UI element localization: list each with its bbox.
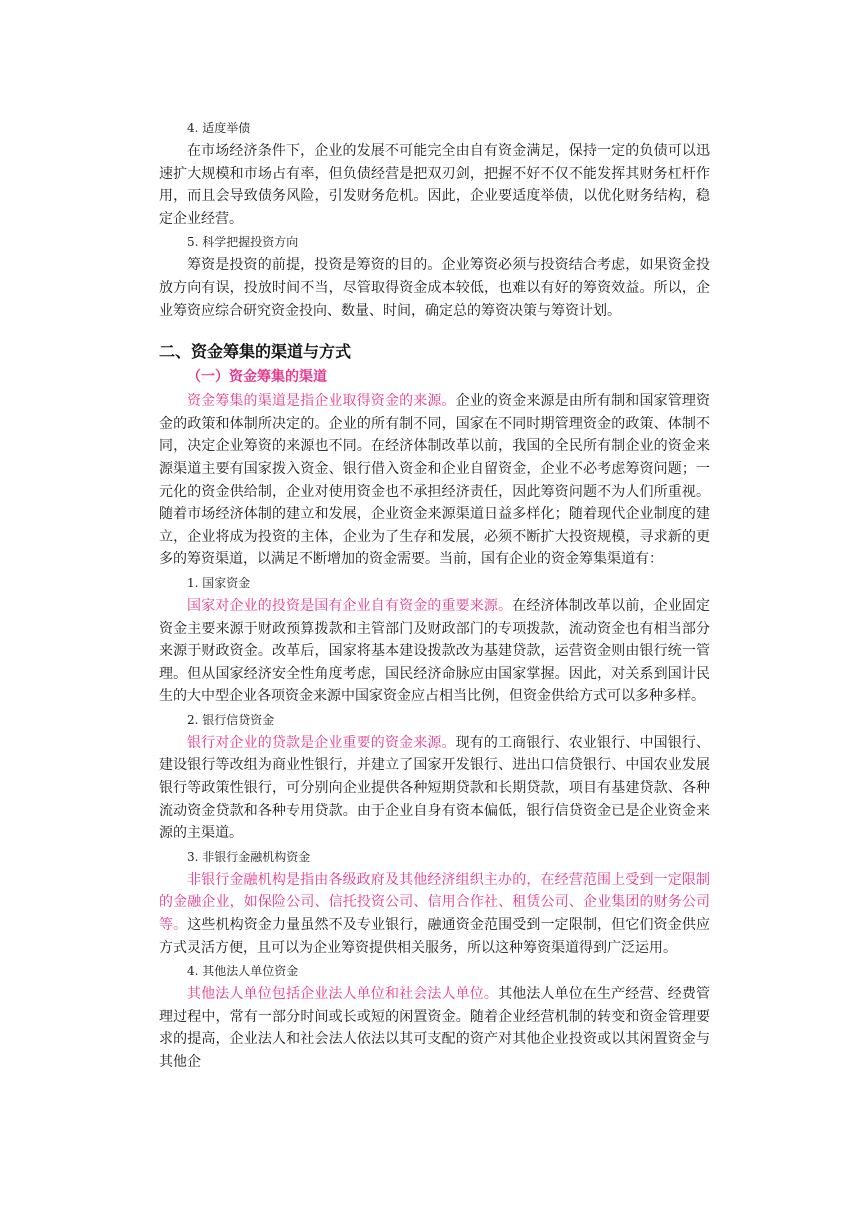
highlight-other-legal-entities: 其他法人单位包括企业法人单位和社会法人单位。 bbox=[187, 986, 499, 1003]
highlight-definition: 资金筹集的渠道是指企业取得资金的来源。 bbox=[187, 393, 456, 410]
paragraph-state-funds bbox=[159, 595, 710, 708]
paragraph-channels-body: 企业的资金来源是由所有制和国家管理资金的政策和体制所决定的。企业的所有制不同，国家在不同时期管理资金的政策、体制不同，决定企业筹资的来源也不同。在经济体制改革以前，我国的全民所有制企业的资金来源渠道主要有国家拨入资金、银行借入资金和企业自留资金，企业不必考虑筹资问题；一元化的资金供给制，企业对使用资金也不承担经济责任，因此筹资问题不为人们所重视。随着市场经济体制的建立和发展，企业资金来源渠道日益多样化；随着现代企业制度的建立，企业将成为投资的主体，企业为了生存和发展，必须不断扩大投资规模，寻求新的更多的筹资渠道，以满足不断增加的资金需要。当前，国有企业的资金筹集渠道有： bbox=[159, 393, 711, 568]
paragraph-other-legal-entities bbox=[159, 983, 710, 1073]
paragraph-nonbank-funds bbox=[159, 869, 710, 959]
paragraph-bank-credit bbox=[159, 732, 710, 845]
highlight-bank-credit: 银行对企业的贷款是企业重要的资金来源。 bbox=[187, 734, 456, 751]
paragraph-channels bbox=[159, 390, 710, 571]
subsection-heading-channels: （一）资金筹集的渠道 bbox=[187, 369, 327, 386]
paragraph-other-legal-entities-body: 其他法人单位在生产经营、经费管理过程中，常有一部分时间或长或短的闲置资金。随着企业经营机制的转变和资金管理要求的提高，企业法人和社会法人依法以其可支配的资产对其他企业投资或以其闲置资金与其他企 bbox=[159, 986, 711, 1070]
subheading-other-legal-entities: 4. 其他法人单位资金 bbox=[187, 964, 299, 979]
subheading-bank-credit: 2. 银行信贷资金 bbox=[187, 712, 275, 727]
paragraph-nonbank-funds-body: 这些机构资金力量虽然不及专业银行，融通资金范围受到一定限制，但它们资金供应方式灵活方便，且可以为企业筹资提供相关服务，所以这种筹资渠道得到广泛运用。 bbox=[159, 917, 711, 956]
paragraph-bank-credit-body: 现有的工商银行、农业银行、中国银行、建设银行等改组为商业性银行，并建立了国家开发银行、进出口信贷银行、中国农业发展银行等政策性银行，可分别向企业提供各种短期贷款和长期贷款，项目有基建贷款、各种流动资金贷款和各种专用贷款。由于企业自身有资本偏低，银行信贷资金已是企业资金来源的主渠道。 bbox=[159, 734, 711, 842]
paragraph-moderate-debt: 在市场经济条件下，企业的发展不可能完全由自有资金满足，保持一定的负债可以迅速扩大规模和市场占有率，但负债经营是把双刃剑，把握不好不仅不能发挥其财务杠杆作用，而且会导致债务风险，引发财务危机。因此，企业要适度举债，以优化财务结构，稳定企业经营。 bbox=[159, 143, 710, 227]
subheading-state-funds: 1. 国家资金 bbox=[187, 575, 251, 590]
subheading-moderate-debt: 4. 适度举债 bbox=[187, 121, 251, 135]
highlight-state-funds: 国家对企业的投资是国有企业自有资金的重要来源。 bbox=[187, 597, 513, 614]
subheading-investment-direction: 5. 科学把握投资方向 bbox=[187, 235, 299, 250]
paragraph-investment-direction: 筹资是投资的前提，投资是筹资的目的。企业筹资必须与投资结合考虑，如果资金投放方向有误，投放时间不当，尽管取得资金成本较低，也难以有好的筹资效益。所以，企业筹资应综合研究资金投向、数量、时间，确定总的筹资决策与筹资计划。 bbox=[159, 257, 710, 319]
section-heading-channels-and-methods: 二、资金筹集的渠道与方式 bbox=[159, 342, 352, 362]
paragraph-state-funds-body: 在经济体制改革以前，企业固定资金主要来源于财政预算拨款和主管部门及财政部门的专项拨款，流动资金也有相当部分来源于财政资金。改革后，国家将基本建设拨款改为基建贷款，运营资金则由银行统一管理。但从国家经济安全性角度考虑，国民经济命脉应由国家掌握。因此，对关系到国计民生的大中型企业各项资金来源中国家资金应占相当比例，但资金供给方式可以多种多样。 bbox=[159, 597, 711, 705]
subheading-nonbank-funds: 3. 非银行金融机构资金 bbox=[187, 849, 311, 864]
highlight-nonbank-funds: 非银行金融机构是指由各级政府及其他经济组织主办的，在经营范围上受到一定限制的金融企业，如保险公司、信托投资公司、信用合作社、租赁公司、企业集团的财务公司等。 bbox=[159, 871, 710, 934]
